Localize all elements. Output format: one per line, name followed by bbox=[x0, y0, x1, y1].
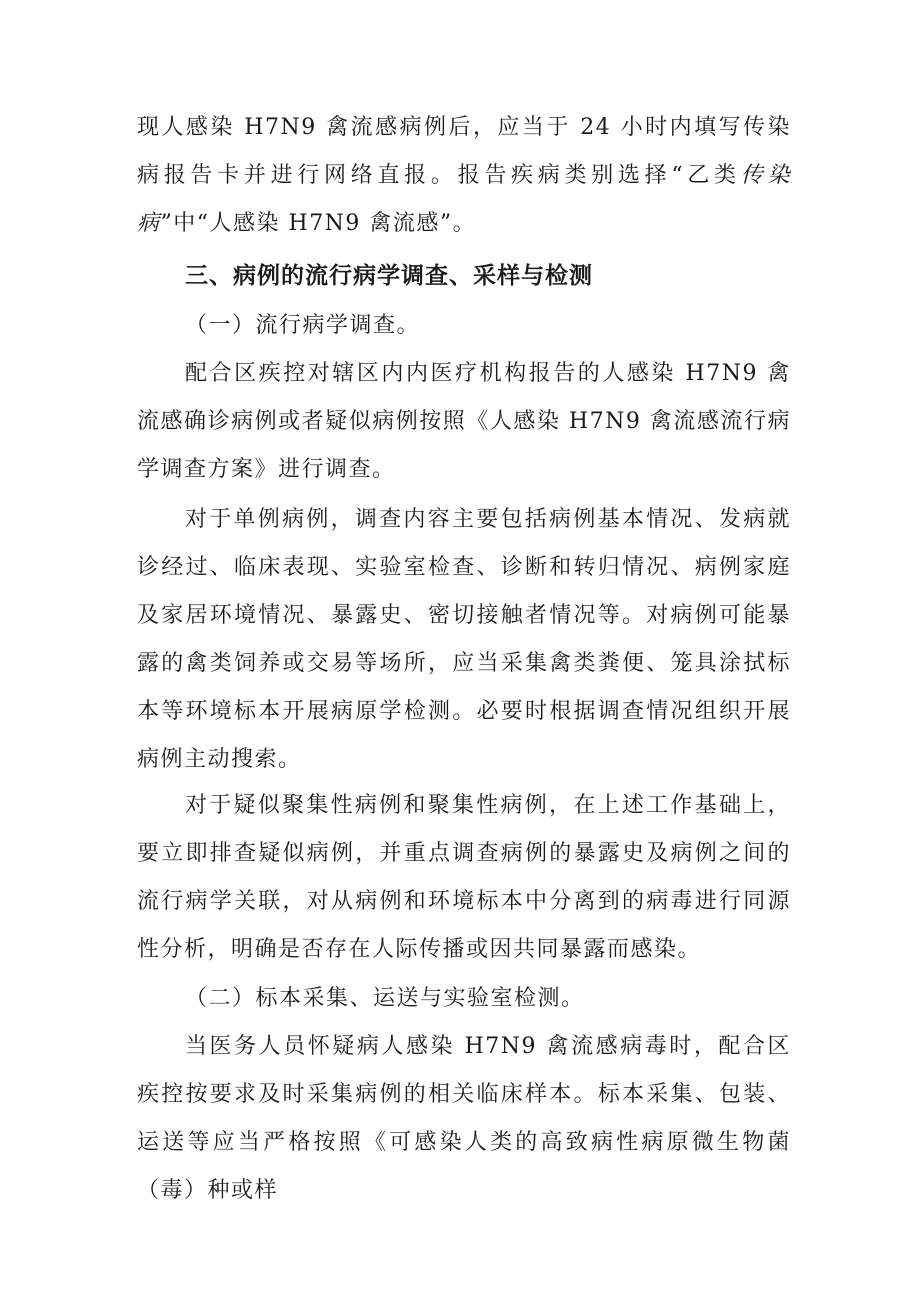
section-heading: 三、病例的流行病学调查、采样与检测 bbox=[185, 263, 593, 289]
paragraph-text-end: ”中“人感染 H7N9 禽流感”。 bbox=[160, 211, 477, 236]
subsection-heading-specimen: （二）标本采集、运送与实验室检测。 bbox=[185, 986, 585, 1011]
paragraph-text: 现人感染 H7N9 禽流感病例后，应当于 24 小时内填写传染病报告卡并进行网络直报。报告疾病类别选择“乙类 bbox=[137, 115, 791, 188]
paragraph-investigation: 配合区疾控对辖区内内医疗机构报告的人感染 H7N9 禽流感确诊病例或者疑似病例按照《人感染 H7N9 禽流感流行病学调查方案》进行调查。 bbox=[137, 361, 791, 482]
paragraph-cluster-case: 对于疑似聚集性病例和聚集性病例，在上述工作基础上，要立即排查疑似病例，并重点调查病例的暴露史及病例之间的流行病学关联，对从病例和环境标本中分离到的病毒进行同源性分析，明确是否存在人际传播或因共同暴露而感染。 bbox=[137, 793, 791, 962]
subsection-heading-epidemiology: （一）流行病学调查。 bbox=[185, 313, 421, 338]
italic-text: 传染病 bbox=[137, 163, 791, 236]
paragraph-single-case: 对于单例病例，调查内容主要包括病例基本情况、发病就诊经过、临床表现、实验室检查、诊断和转归情况、病例家庭及家居环境情况、暴露史、密切接触者情况等。对病例可能暴露的禽类饲养或交易等场所，应当采集禽类粪便、笼具涂拭标本等环境标本开展病原学检测。必要时根据调查情况组织开展病例主动搜索。 bbox=[137, 507, 791, 772]
paragraph-specimen-collection: 当医务人员怀疑病人感染 H7N9 禽流感病毒时，配合区疾控按要求及时采集病例的相关临床样本。标本采集、包装、运送等应当严格按照《可感染人类的高致病性病原微生物菌（毒）种或样 bbox=[137, 1034, 791, 1203]
paragraph-report-requirement bbox=[137, 104, 791, 248]
